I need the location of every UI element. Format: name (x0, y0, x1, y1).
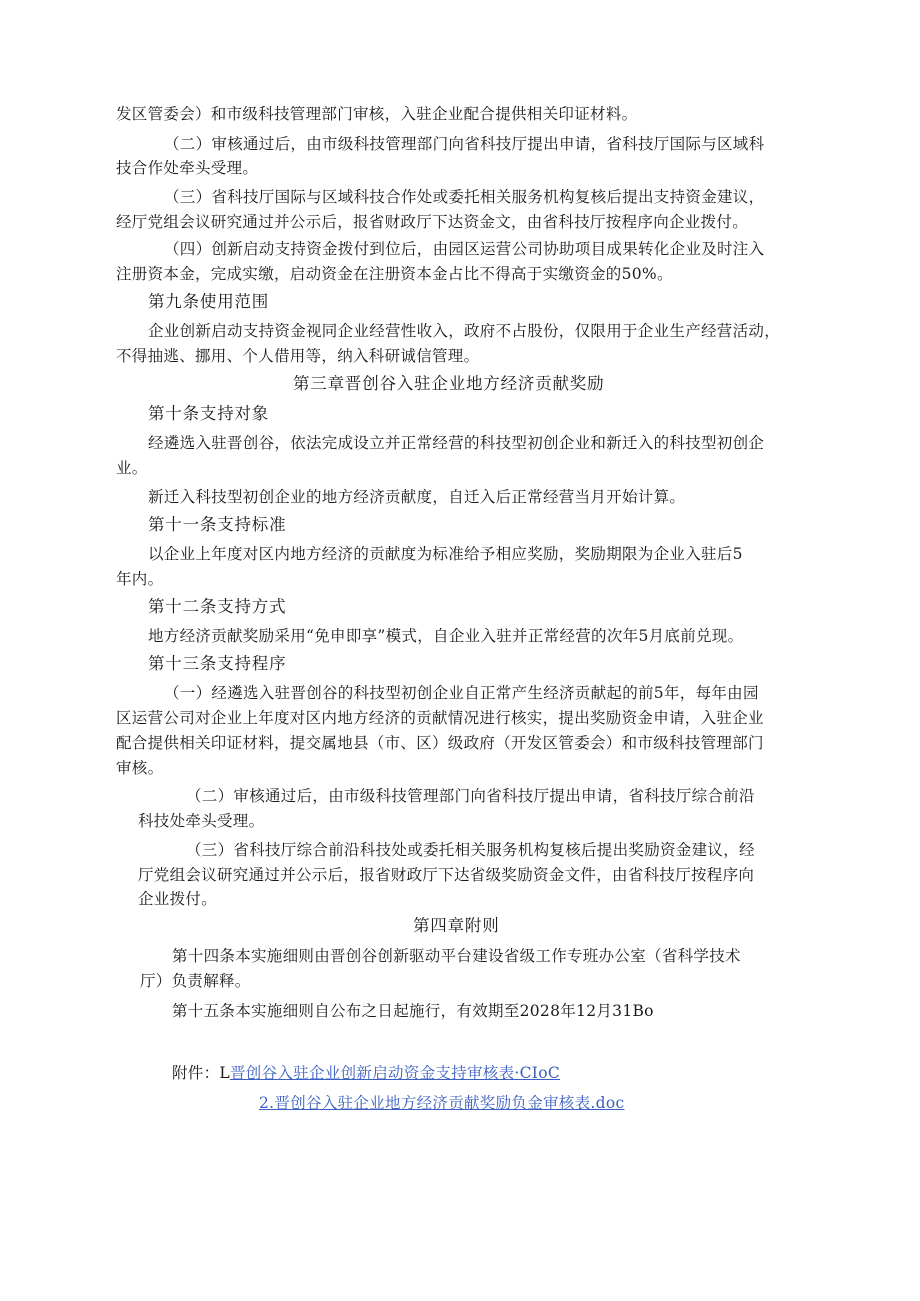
article-13-heading: 第十三条支持程序 (148, 654, 287, 673)
paragraph-line: 企业创新启动支持资金视同企业经营性收入，政府不占股份，仅限用于企业生产经营活动， (148, 322, 781, 340)
paragraph-line: （二）审核通过后，由市级科技管理部门向省科技厅提出申请，省科技厅综合前沿 (186, 787, 755, 805)
paragraph-line: （二）审核通过后，由市级科技管理部门向省科技厅提出申请，省科技厅国际与区域科 (164, 135, 765, 153)
article-9-heading: 第九条使用范围 (148, 292, 270, 311)
paragraph-line: 经厅党组会议研究通过并公示后，报省财政厅下达资金文，由省科技厅按程序向企业拨付。 (116, 213, 749, 231)
paragraph-line: 技合作处牵头受理。 (116, 159, 259, 177)
paragraph-line: （三）省科技厅综合前沿科技处或委托相关服务机构复核后提出奖励资金建议，经 (186, 841, 755, 859)
article-11-heading: 第十一条支持标准 (148, 515, 287, 534)
paragraph-line: 区运营公司对企业上年度对区内地方经济的贡献情况进行核实，提出奖励资金申请，入驻企业 (116, 709, 764, 727)
paragraph-line: 业。 (116, 459, 148, 477)
paragraph-line: 地方经济贡献奖励采用“免申即享”模式，自企业入驻并正常经营的次年5月底前兑现。 (148, 627, 744, 645)
paragraph-line: 经遴选入驻晋创谷，依法完成设立并正常经营的科技型初创企业和新迁入的科技型初创企 (148, 434, 765, 452)
paragraph-line: 第十五条本实施细则自公布之日起施行，有效期至2028年12月31Bo (172, 1002, 654, 1020)
paragraph-line: 审核。 (116, 759, 164, 777)
paragraph-line: 厅）负责解释。 (140, 972, 251, 990)
attachment-link-1[interactable]: 晋创谷入驻企业创新启动资金支持审核表·CIoC (230, 1064, 561, 1082)
paragraph-line: 新迁入科技型初创企业的地方经济贡献度，自迁入后正常经营当月开始计算。 (148, 488, 686, 506)
attachments-line-2 (259, 1092, 624, 1114)
paragraph-line: 以企业上年度对区内地方经济的贡献度为标准给予相应奖励，奖励期限为企业入驻后5 (148, 545, 743, 563)
paragraph-line: 企业拨付。 (138, 890, 218, 908)
attachments-prefix: 附件：L (172, 1064, 230, 1082)
paragraph-line: （一）经遴选入驻晋创谷的科技型初创企业自正常产生经济贡献起的前5年，每年由园 (164, 684, 759, 702)
paragraph-line: 第十四条本实施细则由晋创谷创新驱动平台建设省级工作专班办公室（省科学技术 (172, 947, 741, 965)
paragraph-line: 科技处牵头受理。 (138, 812, 265, 830)
article-10-heading: 第十条支持对象 (148, 404, 270, 423)
paragraph-line: 注册资本金，完成实缴，启动资金在注册资本金占比不得高于实缴资金的50%。 (116, 265, 673, 283)
chapter-3-title: 第三章晋创谷入驻企业地方经济贡献奖励 (293, 374, 605, 393)
paragraph-line: 发区管委会）和市级科技管理部门审核，入驻企业配合提供相关印证材料。 (116, 105, 638, 123)
chapter-4-title: 第四章附则 (413, 916, 500, 935)
paragraph-line: 不得抽逃、挪用、个人借用等，纳入科研诚信管理。 (116, 347, 480, 365)
attachment-link-2[interactable]: 2.晋创谷入驻企业地方经济贡献奖励负金审核表.doc (259, 1094, 625, 1112)
paragraph-line: （四）创新启动支持资金拨付到位后，由园区运营公司协助项目成果转化企业及时注入 (164, 240, 765, 258)
paragraph-line: 厅党组会议研究通过并公示后，报省财政厅下达省级奖励资金文件，由省科技厅按程序向 (138, 866, 755, 884)
attachments-line (172, 1062, 560, 1084)
paragraph-line: （三）省科技厅国际与区域科技合作处或委托相关服务机构复核后提出支持资金建议， (164, 188, 765, 206)
paragraph-line: 年内。 (116, 570, 164, 588)
article-12-heading: 第十二条支持方式 (148, 597, 287, 616)
paragraph-line: 配合提供相关印证材料，提交属地县（市、区）级政府（开发区管委会）和市级科技管理部门 (116, 734, 764, 752)
